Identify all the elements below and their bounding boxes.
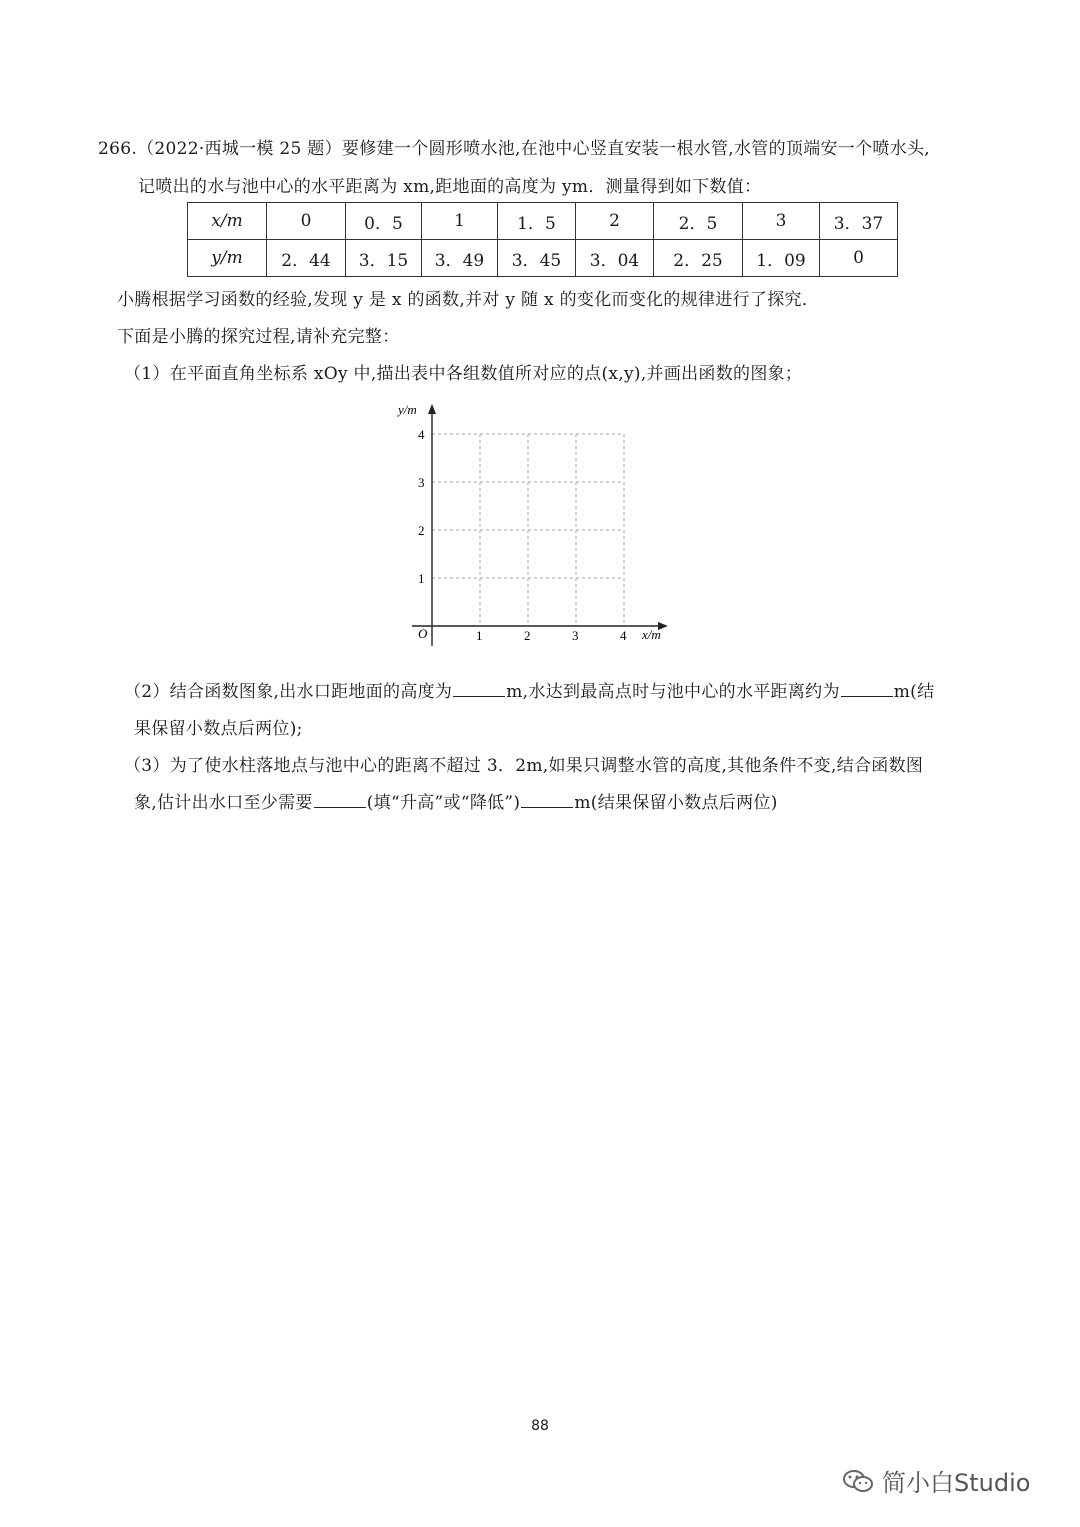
watermark (842, 1463, 1030, 1498)
y-axis-arrow (428, 404, 436, 414)
question-3-line-1: （3）为了使水柱落地点与池中心的距离不超过 3．2m,如果只调整水管的高度,其他条件不变,结合函数图 (124, 756, 924, 776)
question-2-line-2: 果保留小数点后两位); (134, 719, 303, 739)
x-axis-label: x/m (642, 627, 661, 642)
problem-source: （2022·西城一模 25 题） (137, 139, 342, 159)
problem-stem-line-1 (98, 134, 930, 159)
data-table (187, 202, 898, 277)
table-cell: 1．09 (743, 240, 820, 277)
x-tick-label: 3 (572, 628, 579, 643)
table-cell: 2．44 (267, 240, 346, 277)
x-tick-label: 4 (620, 628, 627, 643)
question-1: （1）在平面直角坐标系 xOy 中,描出表中各组数值所对应的点(x,y),并画出函数的图象； (124, 364, 803, 384)
intro-line-2: 下面是小腾的探究过程,请补充完整： (117, 327, 400, 347)
table-cell: 3．49 (422, 240, 498, 277)
table-header-y: y/m (188, 240, 267, 277)
table-cell: 3．45 (498, 240, 576, 277)
table-cell: 0 (267, 203, 346, 240)
x-tick-label: 1 (476, 628, 483, 643)
y-tick-label: 3 (418, 475, 425, 490)
y-tick-label: 1 (418, 571, 425, 586)
problem-number: 266. (98, 139, 138, 159)
y-axis-label: y/m (398, 402, 417, 417)
q2-text-b: m,水达到最高点时与池中心的水平距离约为 (506, 682, 840, 702)
table-cell: 2．25 (654, 240, 743, 277)
table-cell: 3．04 (576, 240, 654, 277)
table-cell: 0 (820, 240, 898, 277)
tick-labels (418, 427, 627, 643)
intro-line-1: 小腾根据学习函数的经验,发现 y 是 x 的函数,并对 y 随 x 的变化而变化的规律进行了探究． (117, 290, 820, 310)
table-cell: 2 (576, 203, 654, 240)
q2-text-a: （2）结合函数图象,出水口距地面的高度为 (124, 682, 453, 702)
table-cell: 1 (422, 203, 498, 240)
q3-text-b: (填“升高”或“降低”) (366, 793, 521, 813)
answer-blank-1[interactable] (453, 682, 505, 697)
q2-text-c: m(结 (893, 682, 935, 702)
x-tick-label: 2 (524, 628, 531, 643)
table-cell: 3．37 (820, 203, 898, 240)
table-row-x (188, 203, 898, 240)
problem-stem-line-2: 记喷出的水与池中心的水平距离为 xm,距地面的高度为 ym．测量得到如下数值： (138, 177, 762, 197)
q3-text-a: 象,估计出水口至少需要 (134, 793, 313, 813)
table-cell: 1．5 (498, 203, 576, 240)
table-cell: 2．5 (654, 203, 743, 240)
table-cell: 0．5 (346, 203, 422, 240)
table-cell: 3．15 (346, 240, 422, 277)
watermark-text: 简小白Studio (882, 1469, 1031, 1497)
y-tick-label: 4 (418, 427, 425, 442)
answer-blank-3[interactable] (314, 793, 366, 808)
y-tick-label: 2 (418, 523, 425, 538)
table-row-y (188, 240, 898, 277)
question-2-line-1 (124, 677, 934, 702)
wechat-icon (842, 1468, 874, 1494)
table-cell: 3 (743, 203, 820, 240)
page-number: 88 (531, 1418, 549, 1434)
origin-label: O (418, 626, 428, 641)
grid-lines (432, 434, 624, 626)
stem-text-1: 要修建一个圆形喷水池,在池中心竖直安装一根水管,水管的顶端安一个喷水头, (341, 139, 930, 159)
question-3-line-2 (134, 788, 778, 813)
table-header-x: x/m (188, 203, 267, 240)
answer-blank-4[interactable] (521, 793, 573, 808)
coordinate-grid-chart (392, 396, 682, 656)
answer-blank-2[interactable] (841, 682, 893, 697)
q3-text-c: m(结果保留小数点后两位) (574, 793, 778, 813)
